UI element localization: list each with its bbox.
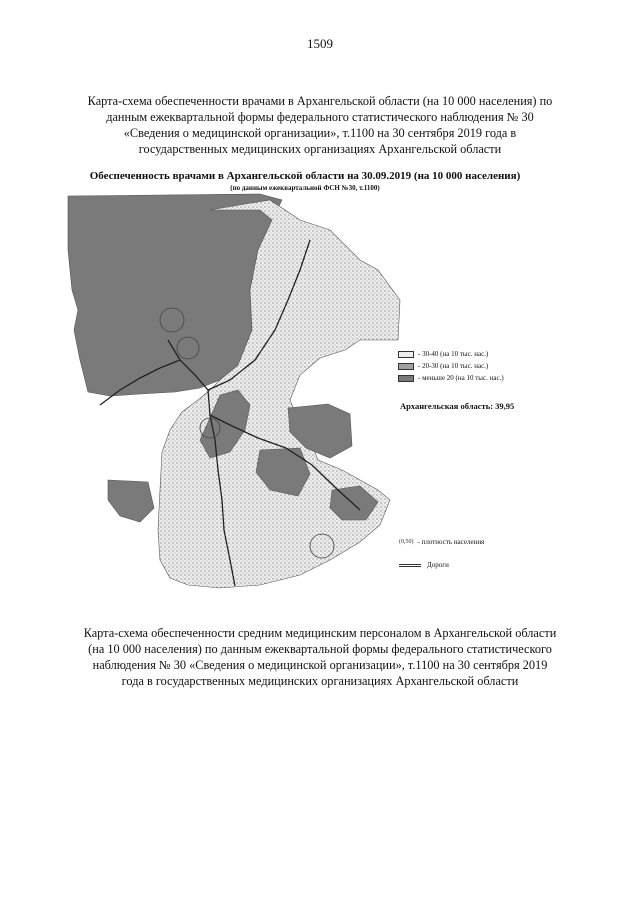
legend-swatch <box>398 375 414 382</box>
caption-line: наблюдения № 30 «Сведения о медицинской организации», т.1100 на 30 сентября 2019 <box>92 658 548 672</box>
legend-swatch <box>398 363 414 370</box>
legend-label: - 30-40 (на 10 тыс. нас.) <box>418 350 489 358</box>
legend-item-density <box>399 538 484 546</box>
legend-label: Дороги <box>427 561 449 569</box>
map-region-low <box>108 480 154 522</box>
road-line-icon <box>399 564 421 567</box>
caption-line: года в государственных медицинских организациях Архангельской области <box>121 674 519 688</box>
map-caption-doctors <box>24 93 616 157</box>
caption-line: (на 10 000 населения) по данным ежеквартальной формы федерального статистического <box>88 642 552 656</box>
caption-line: государственных медицинских организациях Архангельской области <box>138 142 502 156</box>
caption-line: данным ежеквартальной формы федерального статистического наблюдения № 30 <box>106 110 534 124</box>
map-subtitle: (по данным ежеквартальной ФСН №30, т.1100) <box>230 184 380 192</box>
page-number: 1509 <box>307 36 333 51</box>
legend-swatch <box>398 351 414 358</box>
region-map <box>60 190 420 590</box>
legend-item-high <box>398 350 488 358</box>
legend-label: - 20-30 (на 10 тыс. нас.) <box>418 362 489 370</box>
legend-label: - меньше 20 (на 10 тыс. нас.) <box>418 374 504 382</box>
region-total: Архангельская область: 39,95 <box>400 401 515 411</box>
density-value: (0,50) <box>399 539 414 545</box>
map-title: Обеспеченность врачами в Архангельской области на 30.09.2019 (на 10 000 населения) <box>89 170 521 182</box>
legend-item-low <box>398 374 504 382</box>
caption-line: «Сведения о медицинской организации», т.1100 на 30 сентября 2019 года в <box>123 126 517 140</box>
map-caption-nurses <box>24 625 616 689</box>
legend-item-roads <box>399 561 449 569</box>
legend-item-medium <box>398 362 488 370</box>
caption-line: Карта-схема обеспеченности врачами в Архангельской области (на 10 000 населения) по <box>87 94 553 108</box>
legend-label: - плотность населения <box>417 538 485 546</box>
caption-line: Карта-схема обеспеченности средним медицинским персоналом в Архангельской области <box>83 626 557 640</box>
